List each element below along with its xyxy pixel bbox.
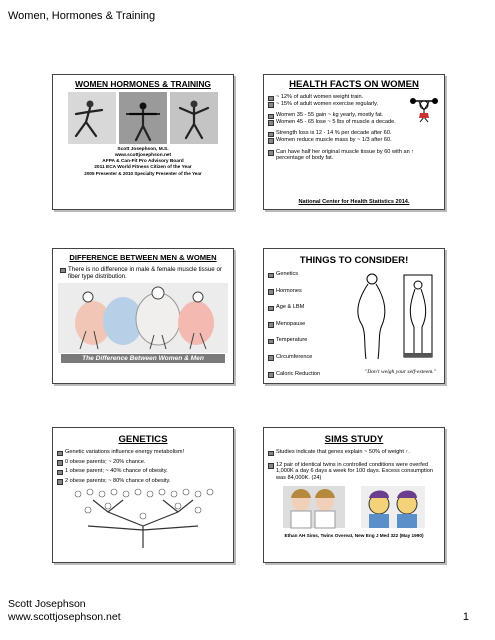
- source-note: National Center for Health Statistics 2014.: [298, 199, 410, 205]
- consider-item: Genetics: [267, 271, 444, 278]
- fact-bullet: ~ 15% of adult women exercise regularly.: [267, 101, 407, 108]
- presenter-line: Scott Josephson, M.S.: [117, 147, 169, 152]
- slide-health-facts: [263, 74, 445, 210]
- genetics-bullet: Genetic variations influence energy metabolism!: [56, 449, 233, 456]
- presenter-line: AFPA & Can-Fit Pro Advisory Board: [102, 159, 184, 164]
- slide-difference-men-women: [52, 248, 234, 384]
- body-silhouettes-illustration: [344, 269, 440, 361]
- slide-things-to-consider: [263, 248, 445, 384]
- slide-title: SIMS STUDY: [324, 434, 384, 445]
- consider-item: Circumference: [267, 354, 444, 361]
- presenter-line: 2005 Presenter & 2010 Specialty Presenter of the Year: [84, 171, 202, 176]
- difference-bullet: There is no difference in male & female muscle tissue or fiber type distribution.: [59, 266, 223, 281]
- slide-title: THINGS TO CONSIDER!: [299, 255, 409, 266]
- study-bullet: 12 pair of identical twins in controlled conditions were overfed 1,000K a day 6 days a week for 100 days. Excess consumption was 84,000K. (24): [267, 462, 440, 482]
- presenter-line: 2011 ECA World Fitness Citizen of the Year: [94, 165, 192, 170]
- twins-images: [279, 484, 429, 530]
- slide-title: GENETICS: [118, 434, 168, 445]
- study-bullet: Studies indicate that genes explain ~ 50% of weight ↑.: [267, 449, 440, 456]
- slide-title: WOMEN HORMONES & TRAINING: [75, 79, 211, 89]
- family-tree-illustration: [68, 486, 218, 548]
- weightlifter-cartoon: [410, 93, 438, 123]
- fact-bullet: Women 35 - 55 gain ~ kg yearly, mostly fat.: [267, 112, 407, 119]
- genetics-bullet: 1 obese parent; ~ 40% chance of obesity.: [56, 468, 233, 475]
- men-women-illustration: [58, 283, 228, 353]
- self-esteem-quote: "Don't weigh your self-esteem.": [364, 369, 436, 375]
- fact-bullet: Strength loss is 12 - 14 % per decade after 60.: [267, 130, 445, 137]
- fact-bullet: Women 45 - 65 lose ~ 5 lbs of muscle a decade.: [267, 119, 445, 126]
- author-name: Scott Josephson: [8, 598, 86, 610]
- slide-title: DIFFERENCE BETWEEN MEN & WOMEN: [69, 253, 217, 262]
- genetics-bullet: 0 obese parents; ~ 20% chance.: [56, 459, 233, 466]
- page-header: Women, Hormones & Training: [8, 10, 156, 22]
- presenter-line: www.scottjosephson.net: [114, 153, 172, 158]
- fact-bullet: Women reduce muscle mass by ~ 1/3 after 60.: [267, 137, 445, 144]
- genetics-bullet: 2 obese parents; ~ 80% chance of obesity.: [56, 478, 233, 485]
- consider-item: Temperature: [267, 337, 444, 344]
- athletes-photo-collage: [68, 92, 218, 144]
- illustration-caption: The Difference Between Women & Men: [61, 354, 225, 363]
- page-footer: [8, 598, 121, 624]
- fact-bullet: Can have half her original muscle tissue by 60 with an ↑ percentage of body fat.: [267, 149, 434, 162]
- slide-title: HEALTH FACTS ON WOMEN: [289, 79, 419, 90]
- slide-women-hormones-training: [52, 74, 234, 210]
- consider-item: Caloric Reduction: [267, 371, 444, 378]
- consider-item: Hormones: [267, 288, 444, 295]
- slide-sims-study: [263, 427, 445, 563]
- fact-bullet: ~ 12% of adult women weight train.: [267, 94, 407, 101]
- author-website: www.scottjosephson.net: [8, 611, 121, 623]
- slide-genetics: [52, 427, 234, 563]
- consider-item: Menopause: [267, 321, 444, 328]
- page-number: 1: [462, 611, 469, 623]
- study-citation: Ethan AH Sims, Twins Overeat, New Eng J Med 322 (May 1990): [284, 533, 424, 539]
- consider-item: Age & LBM: [267, 304, 444, 311]
